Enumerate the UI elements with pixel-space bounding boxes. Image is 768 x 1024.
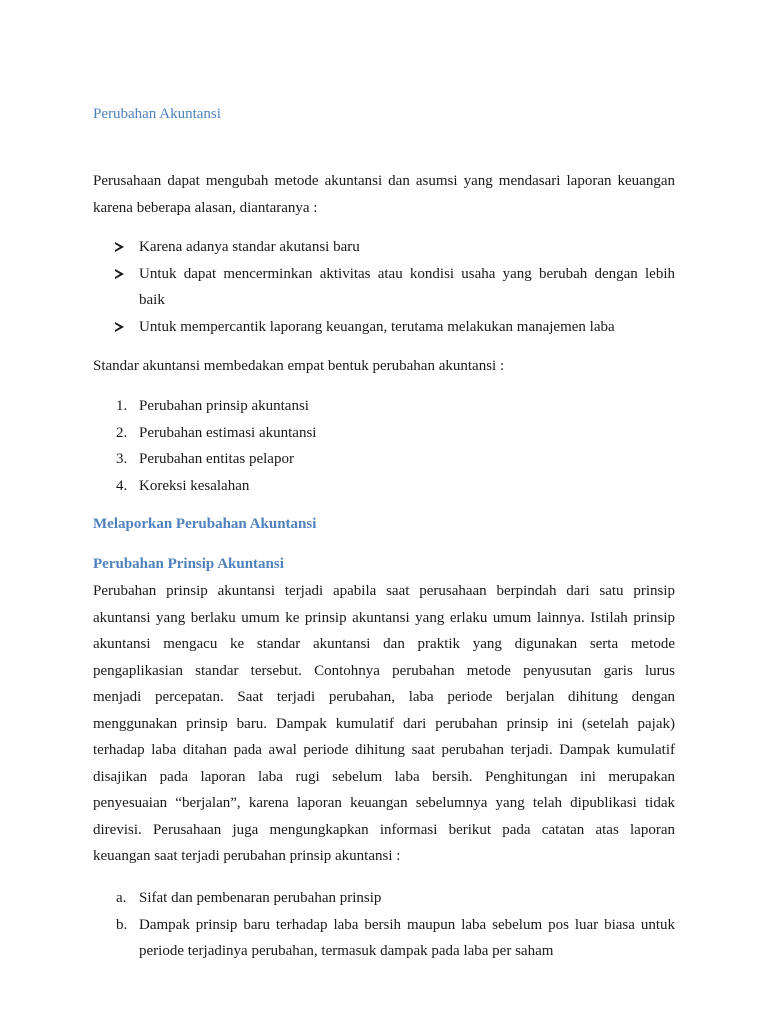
- intro-line-1: Perusahaan dapat mengubah metode akuntansi dan asumsi yang mendasari laporan keuangan: [93, 173, 675, 189]
- list-item-text: baik: [139, 292, 165, 308]
- subsection-heading: Perubahan Prinsip Akuntansi: [93, 556, 284, 572]
- list-item: [93, 420, 675, 447]
- list-item-text: periode terjadinya perubahan, termasuk dampak pada laba per saham: [139, 943, 554, 959]
- list-item: [93, 885, 675, 912]
- list-item-text: Perubahan prinsip akuntansi: [139, 398, 309, 414]
- list-number: 1.: [116, 398, 128, 414]
- paragraph-line: pengaplikasian standar tersebut. Contohnya perubahan metode penyusutan garis lurus: [93, 662, 675, 679]
- list-number: 2.: [116, 424, 128, 441]
- section-heading: Melaporkan Perubahan Akuntansi: [93, 516, 317, 532]
- list-item: [93, 393, 675, 420]
- document-title: Perubahan Akuntansi: [93, 106, 221, 122]
- paragraph-line: Perubahan prinsip akuntansi terjadi apabila saat perusahaan berpindah dari satu prinsip: [93, 583, 675, 599]
- types-list: [93, 393, 675, 499]
- paragraph-line: akuntansi mengacu ke standar akuntansi dan praktik yang digunakan serta metode: [93, 636, 675, 652]
- list-item: [93, 234, 675, 261]
- list-item: [93, 473, 675, 500]
- arrow-bullet-icon: [115, 242, 124, 252]
- list-item-text: Untuk mempercantik laporang keuangan, terutama melakukan manajemen laba: [139, 318, 615, 335]
- intro-paragraph: [93, 168, 675, 221]
- list-item-text: Sifat dan pembenaran perubahan prinsip: [139, 890, 382, 906]
- principle-paragraph: [93, 578, 675, 870]
- list-item-text: Untuk dapat mencerminkan aktivitas atau kondisi usaha yang berubah dengan lebih: [139, 265, 675, 282]
- list-letter: a.: [116, 890, 127, 906]
- intro-line-2: karena beberapa alasan, diantaranya :: [93, 199, 318, 216]
- list-item: [93, 912, 675, 965]
- list-item-text: Koreksi kesalahan: [139, 477, 250, 494]
- arrow-bullet-icon: [115, 269, 124, 279]
- paragraph-line: menjadi percepatan. Saat terjadi perubahan, laba periode berjalan dihitung dengan: [93, 689, 675, 705]
- list-number: 3.: [116, 451, 128, 467]
- paragraph-line: keuangan saat terjadi perubahan prinsip akuntansi :: [93, 848, 401, 864]
- paragraph-line: terhadap laba ditahan pada awal periode dihitung saat perubahan terjadi. Dampak kumulatif: [93, 742, 675, 758]
- arrow-bullet-icon: [115, 322, 124, 332]
- list-item: [93, 261, 675, 314]
- list-item-text: Dampak prinsip baru terhadap laba bersih maupun laba sebelum pos luar biasa untuk: [139, 916, 675, 933]
- types-intro-text: Standar akuntansi membedakan empat bentuk perubahan akuntansi :: [93, 358, 505, 374]
- disclosures-list: [93, 885, 675, 965]
- paragraph-line: disajikan pada laporan laba rugi sebelum laba bersih. Penghitungan ini merupakan: [93, 768, 675, 785]
- list-item-text: Karena adanya standar akutansi baru: [139, 239, 360, 255]
- types-intro: [93, 353, 675, 380]
- paragraph-line: menggunakan prinsip baru. Dampak kumulatif dari perubahan prinsip ini (setelah pajak): [93, 715, 675, 732]
- paragraph-line: akuntansi yang berlaku umum ke prinsip akuntansi yang erlaku umum lainnya. Istilah prinsip: [93, 609, 675, 626]
- list-item: [93, 446, 675, 473]
- list-letter: b.: [116, 916, 128, 933]
- paragraph-line: penyesuaian “berjalan”, karena laporan keuangan sebelumnya yang telah dipublikasi tidak: [93, 795, 675, 811]
- paragraph-line: direvisi. Perusahaan juga mengungkapkan informasi berikut pada catatan atas laporan: [93, 821, 675, 838]
- list-item: [93, 314, 675, 341]
- reasons-list: [93, 234, 675, 340]
- list-number: 4.: [116, 477, 128, 494]
- list-item-text: Perubahan entitas pelapor: [139, 451, 294, 467]
- list-item-text: Perubahan estimasi akuntansi: [139, 424, 317, 441]
